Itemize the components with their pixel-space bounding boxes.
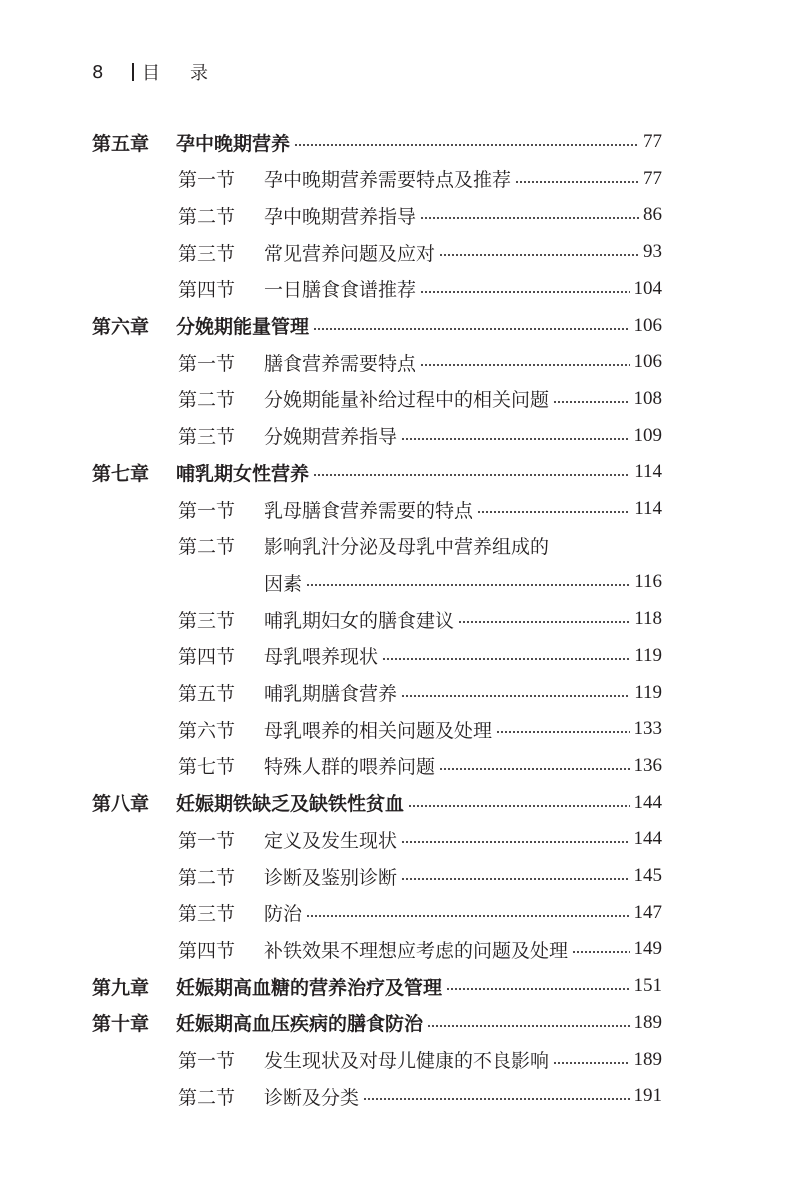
dot-leader [306,915,629,917]
toc-chapter-entry[interactable] [92,457,662,487]
entry-page-number: 116 [634,571,662,593]
entry-title: 乳母膳食营养需要的特点 [264,499,474,522]
running-header [92,60,238,84]
entry-label: 第一节 [178,499,236,522]
entry-label: 第二节 [178,866,236,889]
toc-section-entry[interactable] [178,1045,662,1075]
entry-label: 第八章 [92,793,150,816]
toc-section-entry[interactable] [178,898,662,928]
toc-section-entry[interactable] [178,494,662,524]
entry-title: 定义及发生现状 [264,829,398,852]
entry-label: 第一节 [178,1050,236,1072]
entry-page-number: 191 [633,1085,662,1107]
toc-section-entry[interactable] [178,421,662,451]
entry-page-number: 104 [633,277,662,299]
entry-page-number: 109 [633,424,662,446]
dot-leader [439,768,629,770]
toc-section-entry[interactable] [178,824,662,854]
entry-label: 第四节 [178,279,236,302]
entry-page-number: 144 [633,828,662,850]
toc-section-entry[interactable] [178,200,662,230]
toc-section-entry[interactable] [178,714,662,744]
entry-title: 母乳喂养的相关问题及处理 [264,719,493,742]
dot-leader [477,511,630,513]
toc-chapter-entry[interactable] [92,311,662,341]
toc-section-entry[interactable] [178,934,662,964]
entry-title: 妊娠期铁缺乏及缺铁性贫血 [176,793,405,816]
entry-page-number: 106 [633,314,662,336]
entry-title: 分娩期营养指导 [264,426,398,449]
toc-section-entry[interactable] [178,531,662,561]
entry-title: 发生现状及对母儿健康的不良影响 [264,1050,550,1072]
dot-leader [313,474,630,476]
dot-leader [420,217,639,219]
entry-label: 第四节 [178,939,236,962]
entry-page-number: 118 [634,608,662,630]
page-number: 8 [92,61,104,83]
toc-section-entry[interactable] [178,347,662,377]
entry-label: 第三节 [178,426,236,449]
entry-label: 第六章 [92,316,150,338]
entry-title: 母乳喂养现状 [264,646,379,669]
toc-chapter-entry[interactable] [92,127,662,157]
dot-leader [572,951,629,953]
entry-page-number: 136 [633,754,662,776]
entry-title: 因素 [264,572,303,595]
dot-leader [420,291,629,293]
entry-title: 哺乳期膳食营养 [264,683,398,705]
toc-chapter-entry[interactable] [92,971,662,1001]
dot-leader [446,988,629,990]
entry-label: 第七章 [92,462,150,485]
entry-page-number: 189 [633,1011,662,1033]
dot-leader [401,438,629,440]
dot-leader [401,695,630,697]
header-title: 目录 [142,63,238,84]
entry-label: 第九章 [92,976,150,999]
entry-label: 第一节 [178,352,236,375]
entry-title: 膳食营养需要特点 [264,352,417,375]
entry-title: 补铁效果不理想应考虑的问题及处理 [264,939,569,962]
entry-title: 一日膳食食谱推荐 [264,279,417,302]
entry-page-number: 147 [633,901,662,923]
dot-leader [427,1025,629,1027]
dot-leader [553,1062,629,1064]
entry-title: 哺乳期妇女的膳食建议 [264,609,455,632]
dot-leader [515,181,639,183]
entry-page-number: 108 [633,387,662,409]
entry-page-number: 119 [634,681,662,703]
entry-title: 诊断及鉴别诊断 [264,866,398,889]
entry-title: 孕中晚期营养指导 [264,205,417,228]
entry-page-number: 106 [633,351,662,373]
dot-leader [439,254,639,256]
entry-label: 第二节 [178,1086,236,1109]
entry-page-number: 77 [643,131,662,152]
entry-page-number: 151 [633,975,662,997]
entry-page-number: 114 [634,498,662,519]
entry-label: 第二节 [178,536,236,559]
toc-chapter-entry[interactable] [92,788,662,818]
entry-label: 第二节 [178,389,236,412]
toc-section-entry[interactable] [178,861,662,891]
entry-page-number: 133 [633,718,662,740]
dot-leader [496,731,629,733]
entry-title: 特殊人群的喂养问题 [264,756,436,779]
entry-title: 诊断及分类 [264,1086,360,1109]
entry-page-number: 77 [643,167,662,189]
entry-title: 哺乳期女性营养 [176,462,310,485]
dot-leader [401,841,629,843]
toc-section-entry[interactable] [178,384,662,414]
toc-section-entry[interactable] [178,641,662,671]
entry-label: 第三节 [178,903,236,926]
toc-section-entry[interactable] [178,274,662,304]
entry-label: 第一节 [178,829,236,852]
toc-section-entry[interactable] [178,678,662,708]
entry-title: 分娩期能量补给过程中的相关问题 [264,389,550,412]
toc-section-entry[interactable] [178,751,662,781]
entry-label: 第一节 [178,169,236,192]
entry-label: 第二节 [178,205,236,228]
entry-page-number: 93 [643,241,662,263]
dot-leader [294,144,639,146]
dot-leader [382,658,630,660]
entry-page-number: 86 [643,204,662,226]
toc-chapter-entry[interactable] [92,1008,662,1038]
entry-label: 第四节 [178,646,236,669]
entry-page-number: 149 [633,938,662,960]
entry-page-number: 189 [633,1048,662,1070]
entry-title: 分娩期能量管理 [176,316,310,338]
entry-label: 第十章 [92,1013,150,1036]
entry-label: 第五节 [178,683,236,705]
dot-leader [363,1098,629,1100]
entry-label: 第七节 [178,756,236,779]
dot-leader [306,584,630,586]
toc-section-entry[interactable] [178,604,662,634]
entry-title: 常见营养问题及应对 [264,242,436,265]
dot-leader [401,878,629,880]
entry-title: 防治 [264,903,303,926]
entry-page-number: 114 [634,461,662,483]
entry-page-number: 145 [633,865,662,886]
entry-label: 第三节 [178,609,236,632]
toc-section-entry[interactable] [178,164,662,194]
dot-leader [408,805,629,807]
dot-leader [420,364,629,366]
entry-title: 孕中晚期营养 [176,132,291,155]
entry-label: 第三节 [178,242,236,265]
toc-entry-continuation[interactable] [264,567,662,597]
entry-label: 第六节 [178,719,236,742]
header-divider [132,63,134,81]
dot-leader [458,621,630,623]
entry-page-number: 144 [633,791,662,813]
dot-leader [553,401,629,403]
toc-section-entry[interactable] [178,1081,662,1111]
dot-leader [313,328,629,330]
entry-label: 第五章 [92,132,150,155]
entry-title: 妊娠期高血压疾病的膳食防治 [176,1013,424,1036]
toc-section-entry[interactable] [178,237,662,267]
entry-title: 妊娠期高血糖的营养治疗及管理 [176,976,443,999]
entry-page-number: 119 [634,644,662,666]
entry-title: 孕中晚期营养需要特点及推荐 [264,169,512,192]
entry-title: 影响乳汁分泌及母乳中营养组成的 [264,536,550,559]
